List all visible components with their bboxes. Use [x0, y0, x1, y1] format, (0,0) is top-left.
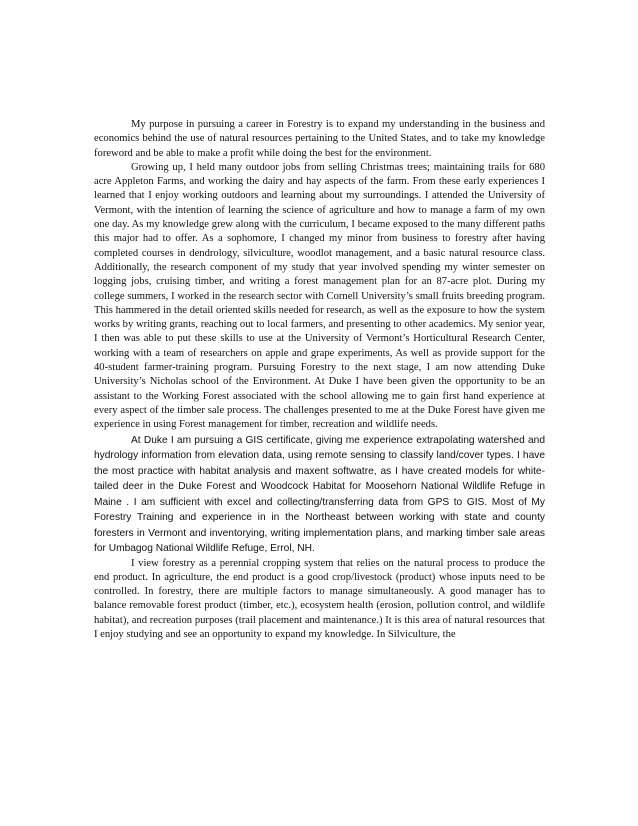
document-body: [94, 118, 545, 642]
paragraph-gis-experience: At Duke I am pursuing a GIS certificate, giving me experience extrapolating watershed and hydrology information from elevation data, using remote sensing to classify land/cover types. I have the most practice with habitat analysis and maxent softwatre, as I have created models for white-tailed deer in the Duke Forest and Woodcock Habitat for Moosehorn National Wildlife Refuge in Maine . I am sufficient with excel and collecting/transferring data from GPS to GIS. Most of My Forestry Training and experience in in the Northeast between working with state and county foresters in Vermont and inventorying, writing implementation plans, and marking timber sale areas for Umbagog National Wildlife Refuge, Errol, NH.: [94, 434, 545, 555]
paragraph-career-purpose: My purpose in pursuing a career in Forestry is to expand my understanding in the business and economics behind the use of natural resources pertaining to the United States, and to take my knowledge foreword and be able to make a profit while doing the best for the environment.: [94, 119, 545, 159]
paragraph-forestry-view: I view forestry as a perennial cropping system that relies on the natural process to produce the end product. In agriculture, the end product is a good crop/livestock (product) whose inputs need to be controlled. In forestry, there are multiple factors to manage simultaneously. A good manager has to balance removable forest product (timber, etc.), ecosystem health (erosion, pollution control, and wildlife habitat), and recreation purposes (trail placement and maintenance.) It is this area of natural resources that I enjoy studying and see an opportunity to expand my knowledge. In Silviculture, the: [94, 557, 545, 641]
paragraph-background: Growing up, I held many outdoor jobs from selling Christmas trees; maintaining trails for 680 acre Appleton Farms, and working the dairy and hay aspects of the farm. From these early experiences I learned that I enjoy working outdoors and learning about my surroundings. I attended the University of Vermont, with the intention of learning the science of agriculture and how to manage a farm of my own one day. As my knowledge grew along with the curriculum, I became exposed to the many different paths this major had to offer. As a sophomore, I changed my minor from business to forestry after having completed courses in dendrology, silviculture, woodlot management, and a basic natural resource class. Additionally, the research component of my study that year involved spending my winter semester on logging jobs, cruising timber, and writing a forest management plan for an 87-acre plot. During my college summers, I worked in the research sector with Cornell University’s small fruits breeding program. This hammered in the detail oriented skills needed for research, as well as the exposure to how the system works by writing grants, reaching out to local farmers, and presenting to other academics. My senior year, I then was able to put these skills to use at the University of Vermont’s Horticultural Research Center, working with a team of researchers on apple and grape experiments, As well as provide support for the 40-student farmer-training program. Pursuing Forestry to the next stage, I am now attending Duke University’s Nicholas school of the Environment. At Duke I have been given the opportunity to be an assistant to the Working Forest associated with the school allowing me to gain first hand experience at every aspect of the timber sale process. The challenges presented to me at the Duke Forest have given me experience in using Forest management for timber, recreation and wildlife needs.: [94, 161, 545, 431]
